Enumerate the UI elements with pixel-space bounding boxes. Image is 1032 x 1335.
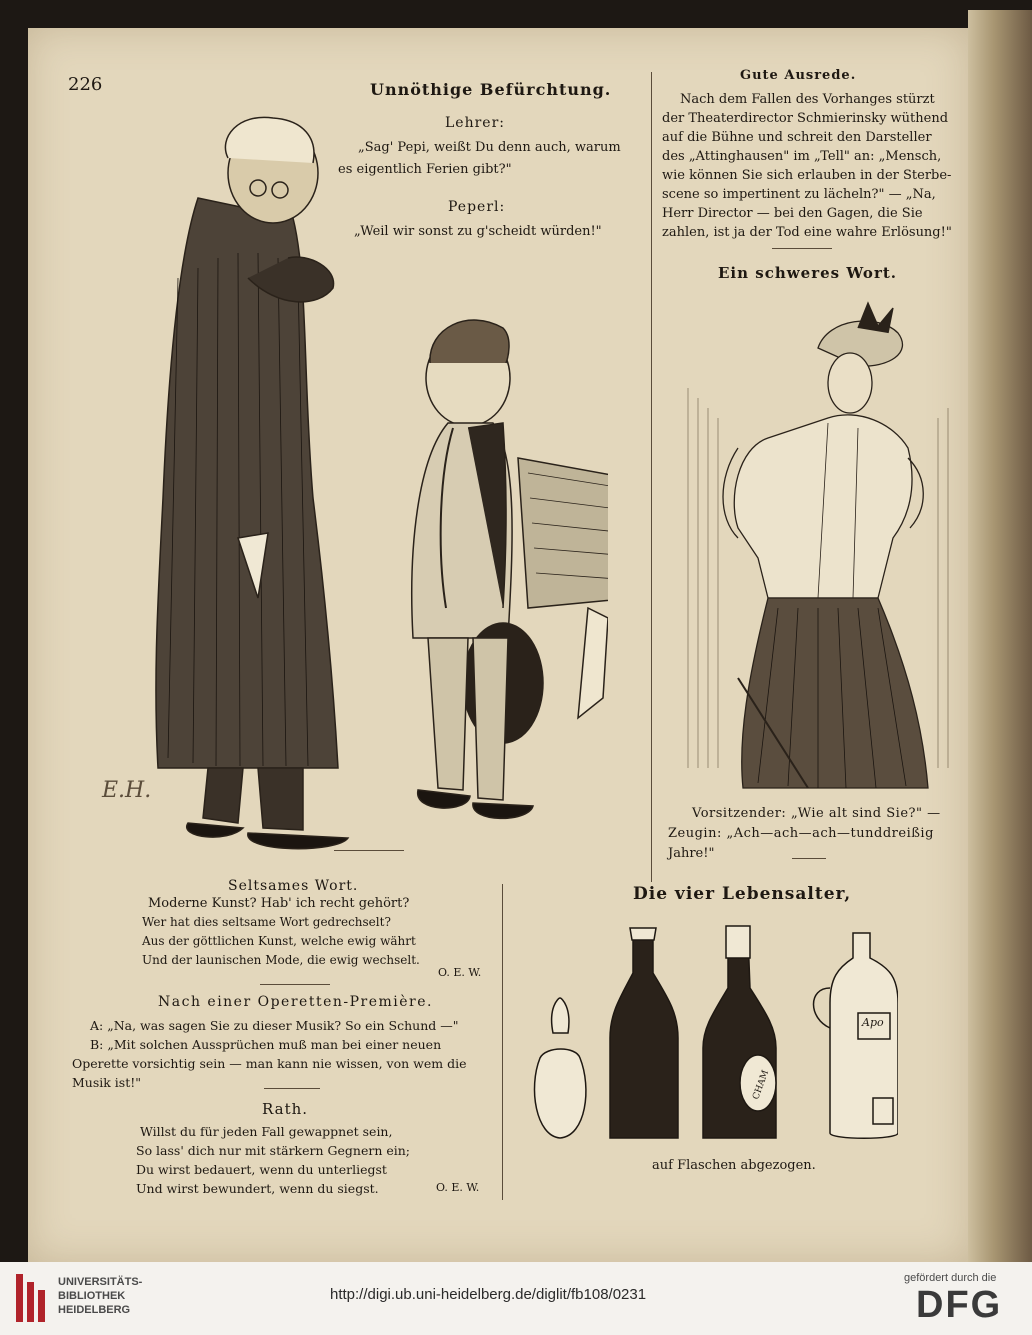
story4-signature: O. E. W. (438, 966, 482, 979)
permalink-url[interactable]: http://digi.ub.uni-heidelberg.de/diglit/fb108/0231 (330, 1286, 647, 1303)
institution-line-1: UNIVERSITÄTS- (58, 1276, 143, 1288)
story2-line-2: der Theaterdirector Schmierinsky wüthend (662, 111, 949, 126)
story2-line-1: Nach dem Fallen des Vorhanges stürzt (680, 92, 935, 107)
story4-line-3: Aus der göttlichen Kunst, welche ewig währt (142, 934, 416, 948)
story2-title: Gute Ausrede. (740, 68, 857, 83)
story6-line-3: Du wirst bedauert, wenn du unterliegst (136, 1162, 387, 1177)
story1-line1a: „Sag' Pepi, weißt Du denn auch, warum (358, 140, 621, 155)
story4-title: Seltsames Wort. (228, 878, 359, 894)
story6-line-1: Willst du für jeden Fall gewappnet sein, (140, 1124, 393, 1139)
story6-line-4: Und wirst bewundert, wenn du siegst. (136, 1181, 379, 1196)
story5-line-3: Operette vorsichtig sein — man kann nie wissen, von wem die (72, 1056, 467, 1071)
story1-line1b: es eigentlich Ferien gibt?" (338, 162, 512, 177)
story3-title: Ein schweres Wort. (718, 264, 897, 282)
story2-rule (772, 248, 832, 249)
column-divider-vertical (651, 72, 652, 882)
story3-line-1: Vorsitzender: „Wie alt sind Sie?" — (692, 806, 941, 821)
story2-line-4: des „Attinghausen" im „Tell" an: „Mensch, (662, 149, 942, 164)
story6-signature: O. E. W. (436, 1181, 480, 1194)
institution-line-2: BIBLIOTHEK (58, 1290, 126, 1302)
story7-caption: auf Flaschen abgezogen. (652, 1158, 816, 1173)
story6-title: Rath. (262, 1100, 309, 1118)
story6-line-2: So lass' dich nur mit stärkern Gegnern ein; (136, 1143, 410, 1158)
story5-rule (264, 1088, 320, 1089)
story2-line-7: Herr Director — bei den Gagen, die Sie (662, 206, 923, 221)
story2-line-3: auf die Bühne und schreit den Darsteller (662, 130, 932, 145)
story3-line-2: Zeugin: „Ach—ach—ach—tunddreißig (668, 826, 934, 841)
champagne-label: CHAM (751, 1068, 772, 1102)
story1-speaker2: Peperl: (448, 199, 506, 215)
magazine-page (28, 28, 968, 1262)
story5-line-4: Musik ist!" (72, 1075, 142, 1090)
dfg-logo: DFG (916, 1284, 1003, 1326)
library-logo-icon (16, 1274, 46, 1322)
story1-line2: „Weil wir sonst zu g'scheidt würden!" (354, 224, 602, 239)
story7-title: Die vier Lebensalter, (633, 884, 852, 904)
story1-speaker1: Lehrer: (445, 115, 505, 131)
story2-line-6: scene so impertinent zu lächeln?" — „Na, (662, 187, 936, 202)
story5-line-2: B: „Mit solchen Aussprüchen muß man bei einer neuen (90, 1037, 442, 1052)
page-edge (968, 10, 1032, 1262)
story5-title: Nach einer Operetten-Première. (158, 994, 433, 1010)
story4-line-2: Wer hat dies seltsame Wort gedrechselt? (142, 915, 391, 929)
footer-bar (0, 1262, 1032, 1335)
story4-line-1: Moderne Kunst? Hab' ich recht gehört? (148, 896, 410, 911)
story1-title: Unnöthige Befürchtung. (370, 80, 612, 99)
story2-line-5: wie können Sie sich erlauben in der Sterbe- (662, 168, 952, 183)
institution-line-3: HEIDELBERG (58, 1304, 131, 1316)
four-bottles-illustration (518, 918, 898, 1148)
funding-text: gefördert durch die (904, 1272, 997, 1284)
story5-line-1: A: „Na, was sagen Sie zu dieser Musik? So ein Schund —" (90, 1018, 459, 1033)
teacher-and-boy-illustration (108, 78, 608, 878)
story3-line-3: Jahre!" (668, 846, 715, 861)
column-divider-lower (502, 884, 503, 1200)
story4-rule-bottom (260, 984, 330, 985)
story4-rule-top (334, 850, 404, 851)
story2-line-8: zahlen, ist ja der Tod eine wahre Erlösung!" (662, 225, 952, 240)
lady-witness-illustration (678, 298, 958, 798)
story1-artist-signature: E.H. (102, 778, 152, 803)
story4-line-4: Und der launischen Mode, die ewig wechselt. (142, 953, 420, 967)
apothecary-label: Apo (862, 1016, 884, 1029)
story3-rule (792, 858, 826, 859)
page-number: 226 (68, 74, 103, 95)
